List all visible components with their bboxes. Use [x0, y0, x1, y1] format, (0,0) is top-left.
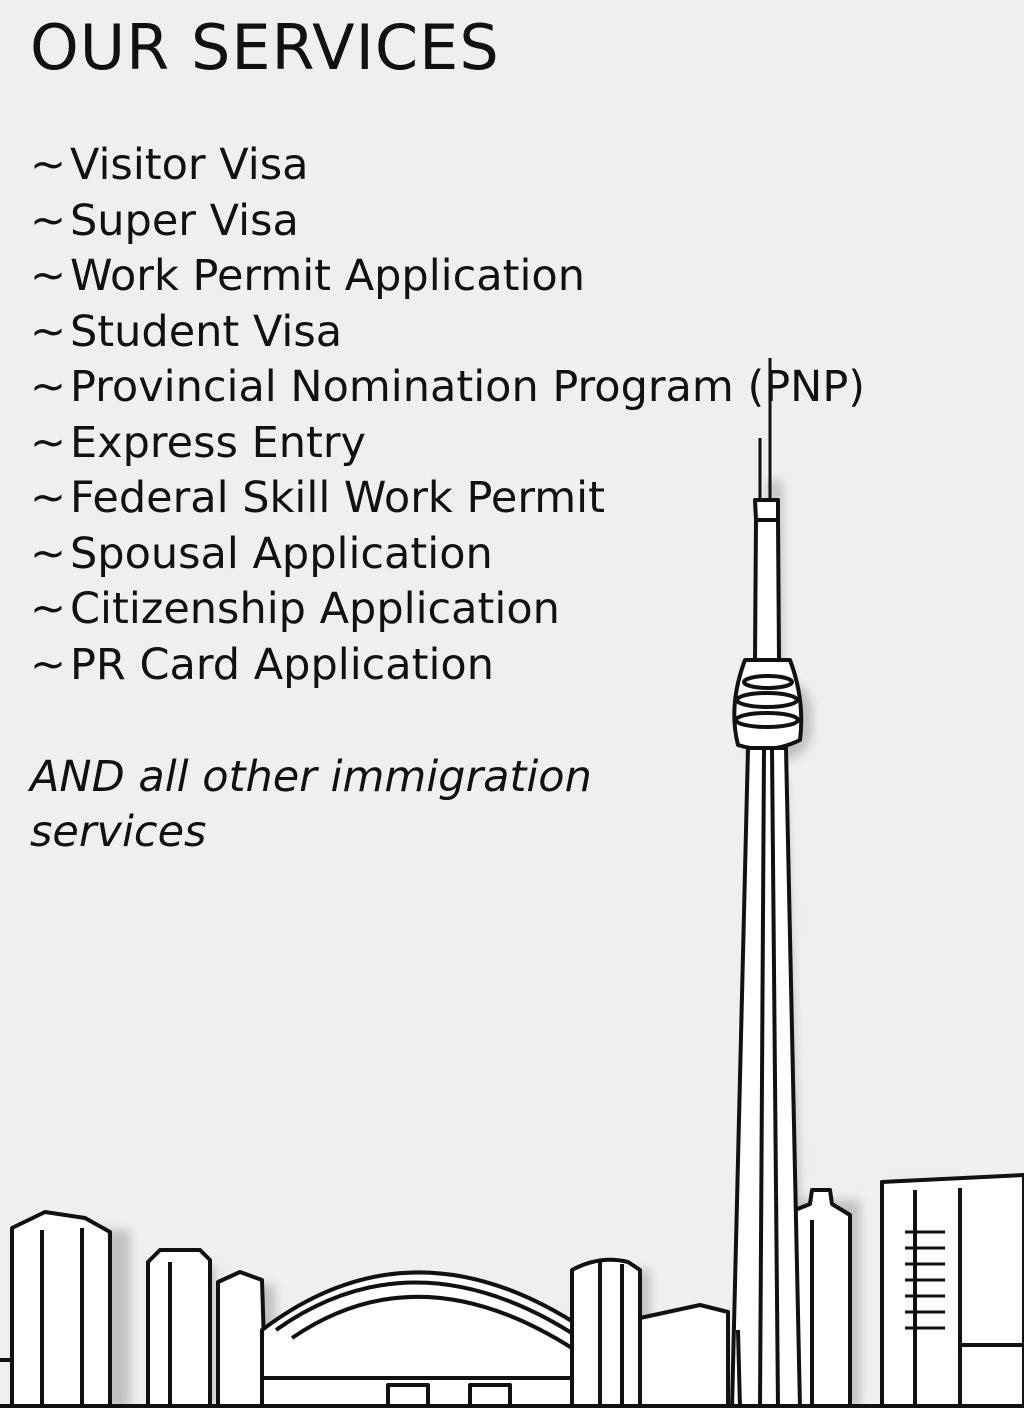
tagline: AND all other immigration services: [30, 752, 592, 857]
service-item-spousal: [30, 527, 865, 583]
service-item-pr-card: [30, 638, 865, 694]
bullet-marker: ~: [30, 639, 67, 690]
services-list: [30, 138, 865, 693]
service-label: Spousal Application: [70, 528, 493, 579]
service-label: Provincial Nomination Program (PNP): [70, 362, 866, 412]
service-item-federal-skill: [30, 471, 865, 527]
bullet-marker: ~: [30, 251, 67, 301]
page-title: OUR SERVICES: [30, 11, 500, 84]
service-item-pnp: [30, 360, 865, 416]
bullet-marker: ~: [30, 528, 67, 579]
service-label: Student Visa: [70, 306, 343, 357]
service-label: Express Entry: [70, 417, 366, 468]
service-item-work-permit: [30, 249, 865, 305]
service-item-super-visa: [30, 194, 865, 250]
bullet-marker: ~: [30, 140, 67, 190]
service-label: Citizenship Application: [70, 584, 560, 634]
bullet-marker: ~: [30, 584, 67, 634]
service-label: Super Visa: [70, 195, 299, 246]
service-item-citizenship: [30, 582, 865, 638]
service-label: PR Card Application: [70, 639, 494, 690]
service-label: Visitor Visa: [70, 140, 309, 190]
service-item-student-visa: [30, 305, 865, 361]
bullet-marker: ~: [30, 306, 67, 357]
service-label: Federal Skill Work Permit: [70, 473, 605, 523]
bullet-marker: ~: [30, 417, 67, 468]
bullet-marker: ~: [30, 473, 67, 523]
service-item-express-entry: [30, 416, 865, 472]
bullet-marker: ~: [30, 362, 67, 412]
bullet-marker: ~: [30, 195, 67, 246]
service-label: Work Permit Application: [70, 251, 585, 301]
service-item-visitor-visa: [30, 138, 865, 194]
skyline-buildings: [12, 1175, 1024, 1408]
